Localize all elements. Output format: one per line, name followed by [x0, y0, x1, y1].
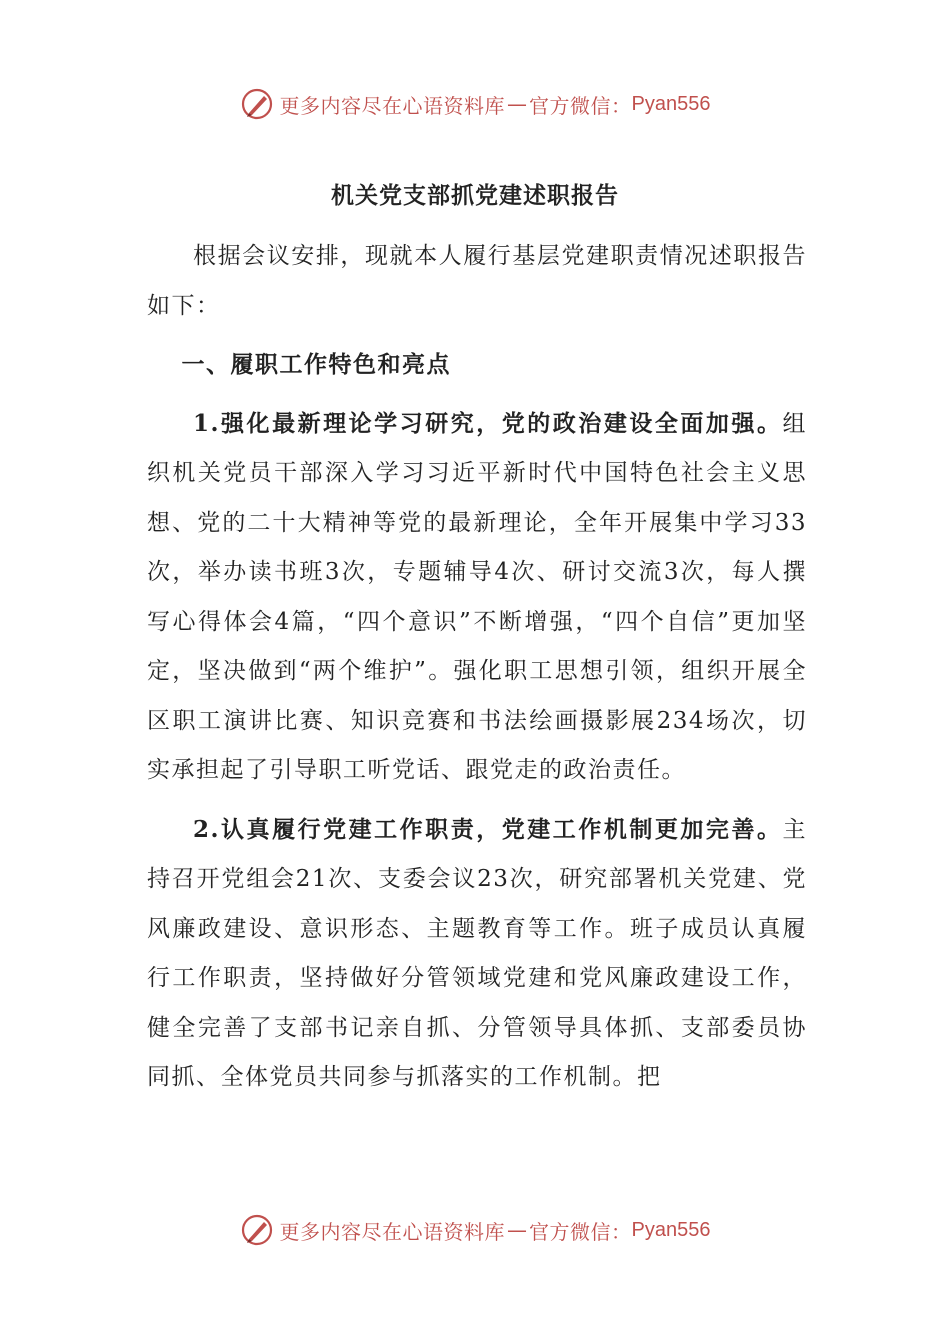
item-lead: 2.认真履行党建工作职责，党建工作机制更加完善。: [193, 815, 783, 843]
watermark-footer: [0, 1210, 950, 1250]
watermark-text: 更多内容尽在心语资料库: [279, 93, 506, 118]
document-title: 机关党支部抓党建述职报告: [331, 182, 619, 209]
item-body: 组织机关党员干部深入学习习近平新时代中国特色社会主义思想、党的二十大精神等党的最新理论，全年开展集中学习33次，举办读书班3次，专题辅导4次、研讨交流3次，每人撰写心得体会4篇，“四个意识”不断增强，“四个自信”更加坚定，坚决做到“两个维护”。强化职工思想引领，组织开展全区职工演讲比赛、知识竞赛和书法绘画摄影展234场次，切实承担起了引导职工听党话、跟党走的政治责任。: [147, 410, 807, 783]
pen-logo-icon: [240, 1213, 274, 1247]
item-lead: 1.强化最新理论学习研究，党的政治建设全面加强。: [193, 409, 783, 437]
intro-paragraph: 根据会议安排，现就本人履行基层党建职责情况述职报告如下：: [147, 243, 807, 319]
watermark-label: 官方微信：: [529, 1219, 632, 1244]
watermark-separator: —: [507, 92, 528, 116]
watermark-separator: —: [507, 1218, 528, 1242]
pen-logo-icon: [240, 87, 274, 121]
watermark-header: [0, 84, 950, 124]
watermark-wechat-id: Pyan556: [631, 92, 711, 115]
section-heading: 一、履职工作特色和亮点: [181, 351, 451, 378]
document-body: [147, 232, 807, 1112]
item-body: 主持召开党组会21次、支委会议23次，研究部署机关党建、党风廉政建设、意识形态、主题教育等工作。班子成员认真履行工作职责，坚持做好分管领域党建和党风廉政建设工作，健全完善了支部书记亲自抓、分管领导具体抓、支部委员协同抓、全体党员共同参与抓落实的工作机制。把: [147, 816, 807, 1090]
item-paragraph: [147, 805, 807, 1103]
watermark-wechat-id: Pyan556: [631, 1218, 711, 1241]
watermark-label: 官方微信：: [529, 93, 632, 118]
watermark-text: 更多内容尽在心语资料库: [279, 1219, 506, 1244]
item-paragraph: [147, 399, 807, 796]
